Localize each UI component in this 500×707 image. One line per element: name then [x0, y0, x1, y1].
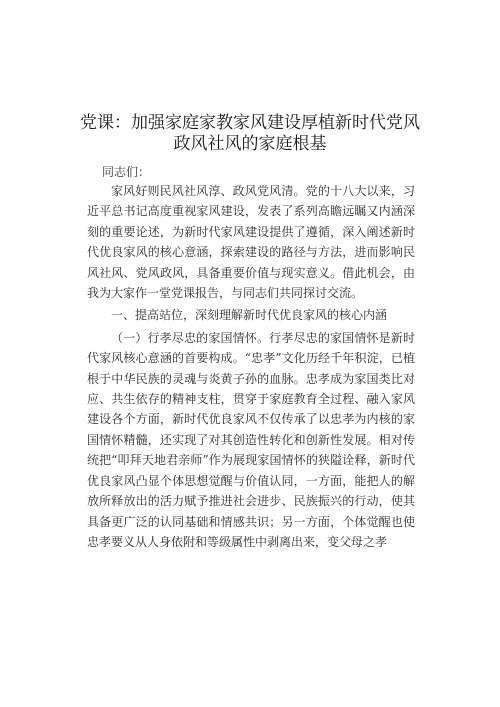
salutation: 同志们： — [102, 165, 151, 179]
document-body — [87, 181, 415, 552]
document-title-line-1: 党课：加强家庭家教家风建设厚植新时代党风 — [80, 113, 420, 133]
body-paragraph: （一）行孝尽忠的家国情怀。行孝尽忠的家国情怀是新时代家风核心意涵的首要构成。“忠孝”文化历经千年积淀，已植根于中华民族的灵魂与炎黄子孙的血脉。忠孝成为家国类比对应、共生依存的精神支柱，贯穿于家庭教育全过程、融入家风建设各个方面，新时代优良家风不仅传承了以忠孝为内核的家国情怀精髓，还实现了对其创造性转化和创新性发展。相对传统把“叩拜天地君亲师”作为展现家国情怀的狭隘诠释，新时代优良家风凸显个体思想觉醒与价值认同，一方面，能把人的解放所释放出的活力赋予推进社会进步、民族振兴的行动，使其具备更广泛的认同基础和情感共识；另一方面，个体觉醒也使忠孝要义从人身依附和等级属性中剥离出来，变父母之孝 — [87, 330, 415, 549]
intro-paragraph: 家风好则民风社风淳、政风党风清。党的十八大以来，习近平总书记高度重视家风建设，发表了系列高瞻远瞩又内涵深刻的重要论述，为新时代家风建设提供了遵循，深入阐述新时代优良家风的核心意涵，探索建设的路径与方法，进而影响民风社风、党风政风，具备重要价值与现实意义。借此机会，由我为大家作一堂党课报告，与同志们共同探讨交流。 — [87, 184, 415, 301]
document-title-line-2: 政风社风的家庭根基 — [173, 134, 327, 154]
section-heading: 一、提高站位，深刻理解新时代优良家风的核心内涵 — [111, 308, 388, 323]
